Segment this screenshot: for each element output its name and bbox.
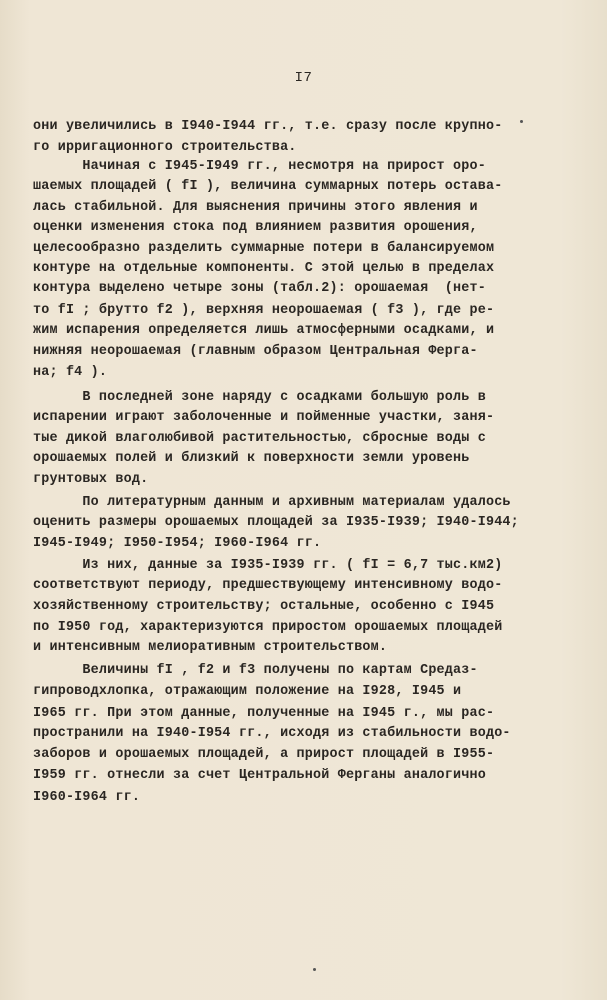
margin-dot [520, 120, 523, 123]
text-line: тые дикой влаголюбивой растительностью, сбросные воды с [33, 431, 486, 446]
text-line: По литературным данным и архивным материалам удалось [33, 495, 511, 510]
text-line: го ирригационного строительства. [33, 140, 297, 155]
text-line: на; f4 ). [33, 365, 108, 380]
page-number: I7 [294, 70, 313, 86]
text-line: I965 гг. При этом данные, полученные на I945 г., мы рас- [33, 706, 495, 721]
text-line: I959 гг. отнесли за счет Центральной Ферганы аналогично [33, 768, 486, 783]
text-line: оценки изменения стока под влиянием развития орошения, [33, 220, 478, 235]
text-line: испарении играют заболоченные и пойменные участки, заня- [33, 410, 495, 425]
text-line: Начиная с I945-I949 гг., несмотря на прирост оро- [33, 159, 486, 174]
text-line: то fI ; брутто f2 ), верхняя неорошаемая ( f3 ), где ре- [33, 303, 495, 318]
text-line: лась стабильной. Для выяснения причины этого явления и [33, 200, 478, 215]
margin-dot [313, 968, 316, 971]
text-line: орошаемых полей и близкий к поверхности земли уровень [33, 451, 470, 466]
text-line: гипроводхлопка, отражающим положение на I928, I945 и [33, 684, 462, 699]
text-line: шаемых площадей ( fI ), величина суммарных потерь остава- [33, 179, 503, 194]
text-line: целесообразно разделить суммарные потери в балансируемом [33, 241, 495, 256]
text-line: оценить размеры орошаемых площадей за I935-I939; I940-I944; [33, 515, 519, 530]
text-line: контуре на отдельные компоненты. С этой целью в пределах [33, 261, 495, 276]
text-line: по I950 год, характеризуются приростом орошаемых площадей [33, 620, 503, 635]
text-line: I945-I949; I950-I954; I960-I964 гг. [33, 536, 322, 551]
text-line: Из них, данные за I935-I939 гг. ( fI = 6,7 тыс.км2) [33, 558, 503, 573]
text-line: Величины fI , f2 и f3 получены по картам Средаз- [33, 663, 478, 678]
text-line: грунтовых вод. [33, 472, 149, 487]
text-line: пространили на I940-I954 гг., исходя из стабильности водо- [33, 726, 511, 741]
text-line: В последней зоне наряду с осадками большую роль в [33, 390, 486, 405]
text-line: соответствуют периоду, предшествующему интенсивному водо- [33, 578, 503, 593]
text-line: заборов и орошаемых площадей, а прирост площадей в I955- [33, 747, 495, 762]
text-line: хозяйственному строительству; остальные, особенно с I945 [33, 599, 495, 614]
text-line: контура выделено четыре зоны (табл.2): орошаемая (нет- [33, 281, 486, 296]
text-line: жим испарения определяется лишь атмосферными осадками, и [33, 323, 495, 338]
text-line: они увеличились в I940-I944 гг., т.е. сразу после крупно- [33, 119, 503, 134]
text-line: нижняя неорошаемая (главным образом Центральная Ферга- [33, 344, 478, 359]
text-line: I960-I964 гг. [33, 790, 141, 805]
text-line: и интенсивным мелиоративным строительством. [33, 640, 388, 655]
